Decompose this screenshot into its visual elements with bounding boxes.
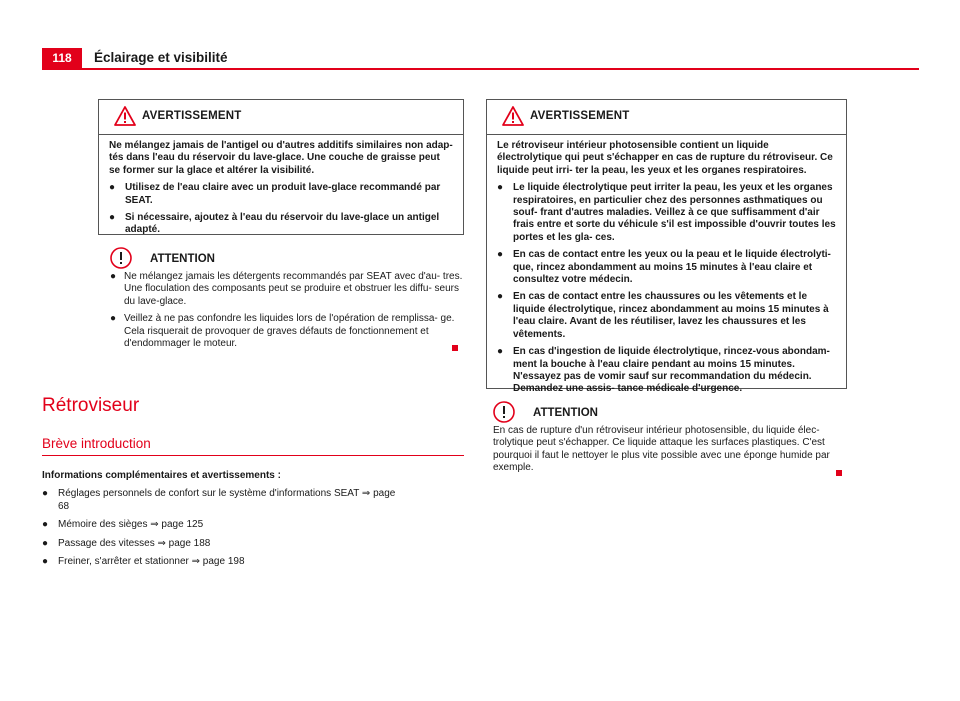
- list-item[interactable]: ● Passage des vitesses ⇒ page 188: [42, 537, 211, 549]
- header-rule: [42, 68, 919, 70]
- info-list: [42, 470, 464, 574]
- warning-bullet: ● En cas de contact entre les chaussures ou les vêtements et le liquide électrolytique, rincez abondamment au moins 15 minutes à l'eau claire. Avant de les réutiliser, lavez les chaussures et les vêtements.: [497, 291, 829, 340]
- warning-bullet: ● Si nécessaire, ajoutez à l'eau du réservoir du lave-glace un antigel adapté.: [109, 212, 440, 236]
- list-item[interactable]: ● Réglages personnels de confort sur le système d'informations SEAT ⇒ page 68: [42, 488, 396, 512]
- warning-triangle-icon: [502, 106, 524, 126]
- attention-bullet: ● Ne mélangez jamais les détergents recommandés par SEAT avec d'au- tres. Une floculation des composants peut se produire et obstruer les diffu- seurs du lave-glace.: [110, 271, 463, 307]
- warning-body: [99, 135, 463, 237]
- attention-circle-icon: [110, 247, 132, 269]
- attention-electrolyte: [493, 401, 847, 425]
- attention-body: [493, 425, 843, 475]
- attention-title: ATTENTION: [150, 253, 215, 265]
- warning-body: [487, 135, 846, 396]
- section-end-mark: [836, 470, 842, 476]
- warning-bullet: ● Le liquide électrolytique peut irriter la peau, les yeux et les organes respiratoires, en particulier chez des personnes asthmatiques ou souf- frant d'autres maladies. Veillez à ce que suffisamment d'air frais entre et sorte du véhicule s'il est impossible d'ouvrir toutes les portes et les gla- ces.: [497, 182, 836, 243]
- attention-body: [110, 271, 464, 355]
- warning-bullet: ● En cas d'ingestion de liquide électrolytique, rincez-vous abondam- ment la bouche à l'eau claire pendant au moins 15 minutes. N'essayez pas de vomir sauf sur recommandation du médecin. Demandez une assis- tance médicale d'urgence.: [497, 346, 830, 395]
- attention-header: [110, 247, 464, 271]
- attention-bullet: ● Veillez à ne pas confondre les liquides lors de l'opération de remplissa- ge. Cela risquerait de provoquer de graves défauts de fonctionnement et d'endommager le moteur.: [110, 313, 455, 350]
- section-title: Rétroviseur: [42, 395, 140, 416]
- warning-paragraph: Le rétroviseur intérieur photosensible contient un liquide électrolytique qui peut s'échapper en cas de rupture du rétroviseur. Ce liquide peut irri- ter la peau, les yeux et les organes respiratoires.: [497, 140, 833, 176]
- page-title: Éclairage et visibilité: [94, 50, 228, 65]
- warning-triangle-icon: [114, 106, 136, 126]
- warning-box-electrolyte: [486, 99, 847, 395]
- info-list-intro: Informations complémentaires et avertissements :: [42, 470, 281, 481]
- warning-header: [487, 100, 846, 135]
- warning-bullet: ● En cas de contact entre les yeux ou la peau et le liquide électrolyti- que, rincez abondamment au moins 15 minutes à l'eau claire et consultez votre médecin.: [497, 249, 831, 286]
- list-item[interactable]: ● Mémoire des sièges ⇒ page 125: [42, 519, 204, 531]
- attention-detergents: [110, 247, 464, 271]
- attention-header: [493, 401, 847, 425]
- page-number: 118: [42, 48, 82, 68]
- subsection-rule: [42, 455, 464, 456]
- attention-circle-icon: [493, 401, 515, 423]
- warning-title: AVERTISSEMENT: [530, 110, 630, 122]
- list-item[interactable]: ● Freiner, s'arrêter et stationner ⇒ page 198: [42, 556, 245, 568]
- warning-header: [99, 100, 463, 135]
- warning-title: AVERTISSEMENT: [142, 110, 242, 122]
- warning-bullet: ● Utilisez de l'eau claire avec un produit lave-glace recommandé par SEAT.: [109, 182, 441, 206]
- attention-title: ATTENTION: [533, 407, 598, 419]
- warning-paragraph: Ne mélangez jamais de l'antigel ou d'autres additifs similaires non adap- tés dans l'eau du réservoir du lave-glace. Une couche de graisse peut se former sur la glace et altérer la visibilité.: [109, 140, 453, 176]
- warning-box-antifreeze: [98, 99, 464, 235]
- subsection-title: Brève introduction: [42, 436, 151, 451]
- section-end-mark: [452, 345, 458, 351]
- attention-text: En cas de rupture d'un rétroviseur intérieur photosensible, du liquide élec- trolytique peut s'échapper. Ce liquide attaque les surfaces plastiques. C'est pourquoi il faut le nettoyer le plus vite possible avec une éponge humide par exemple.: [493, 425, 830, 474]
